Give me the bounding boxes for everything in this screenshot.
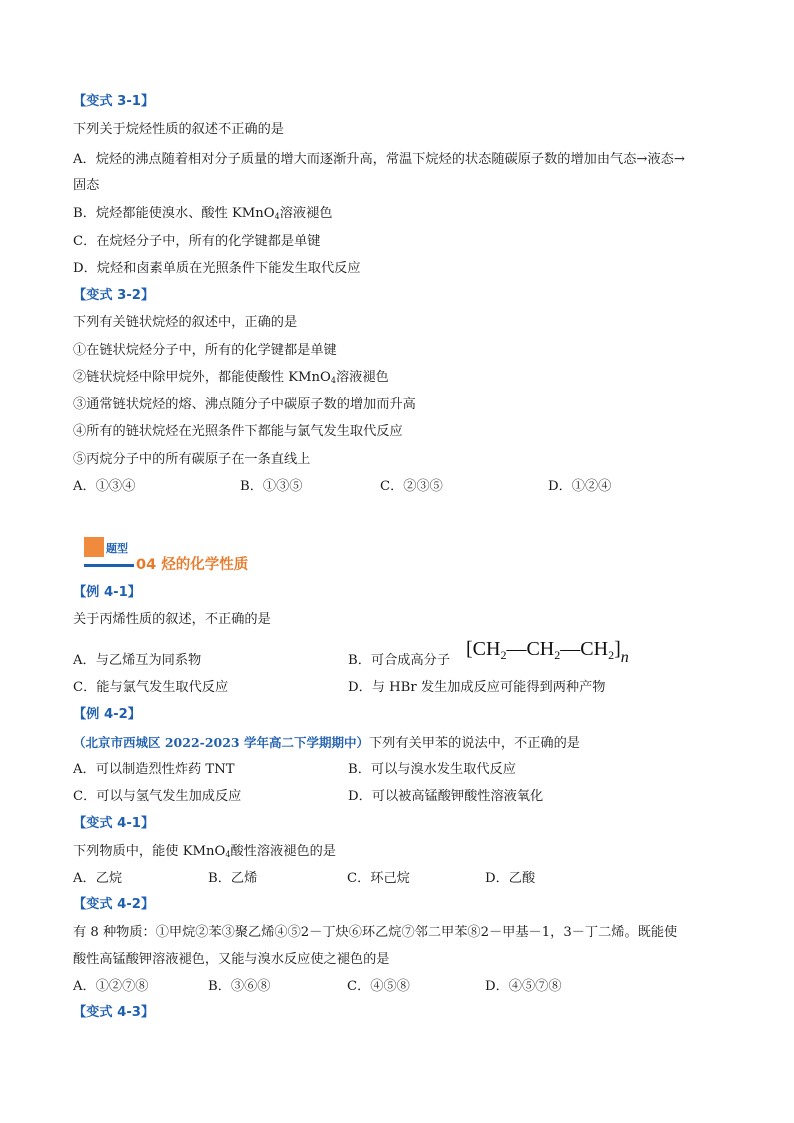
polymer-formula: $[CH_2—CH_2—CH_2]_n$ — [466, 638, 629, 666]
tag-variant-3-2: 【变式 3-2】 — [73, 288, 155, 303]
option-3-1-b: B．烷烃都能使溴水、酸性 KMnO$_4$溶液褪色 — [73, 206, 333, 221]
option-v4-2-d: D．④⑤⑦⑧ — [485, 979, 562, 994]
statement-5: ⑤丙烷分子中的所有碳原子在一条直线上 — [73, 452, 311, 467]
option-3-2-c: C．②③⑤ — [380, 479, 443, 494]
option-v4-2-b: B．③⑥⑧ — [208, 979, 271, 994]
option-v4-1-c: C．环己烷 — [347, 871, 410, 886]
option-v4-1-a: A．乙烷 — [73, 871, 123, 886]
banner-underline — [84, 564, 134, 567]
statement-1: ①在链状烷烃分子中，所有的化学键都是单键 — [73, 343, 337, 358]
question-source: （北京市西城区 2022-2023 学年高二下学期期中） — [73, 735, 369, 750]
option-4-1-d: D．与 HBr 发生加成反应可能得到两种产物 — [348, 680, 606, 695]
question-4-2: （北京市西城区 2022-2023 学年高二下学期期中）下列有关甲苯的说法中，不正确的是 — [73, 735, 580, 751]
option-3-1-c: C．在烷烃分子中，所有的化学键都是单键 — [73, 234, 321, 249]
tag-example-4-1: 【例 4-1】 — [73, 585, 141, 600]
option-v4-2-c: C．④⑤⑧ — [347, 979, 410, 994]
option-4-2-c: C．可以与氢气发生加成反应 — [73, 789, 242, 804]
tag-variant-3-1: 【变式 3-1】 — [73, 94, 155, 109]
option-4-1-b: B．可合成高分子 — [348, 653, 451, 668]
option-3-1-a-line1: A．烷烃的沸点随着相对分子质量的增大而逐渐升高，常温下烷烃的状态随碳原子数的增加由气态→液态→ — [73, 152, 685, 167]
option-3-1-d: D．烷烃和卤素单质在光照条件下能发生取代反应 — [73, 261, 361, 276]
option-v4-1-b: B．乙烯 — [208, 871, 258, 886]
question-v4-1: 下列物质中，能使 KMnO$_4$酸性溶液褪色的是 — [73, 844, 336, 859]
option-4-2-b: B．可以与溴水发生取代反应 — [348, 762, 516, 777]
option-4-2-a: A．可以制造烈性炸药 TNT — [73, 762, 235, 777]
statement-4: ④所有的链状烷烃在光照条件下都能与氯气发生取代反应 — [73, 424, 403, 439]
option-4-1-a: A．与乙烯互为同系物 — [73, 653, 202, 668]
tag-variant-4-3: 【变式 4-3】 — [73, 1005, 155, 1020]
question-v4-2-line1: 有 8 种物质：①甲烷②苯③聚乙烯④⑤2－丁炔⑥环乙烷⑦邻二甲苯⑧2－甲基－1，3－丁二烯。既能使 — [73, 925, 678, 940]
question-v4-2-line2: 酸性高锰酸钾溶液褪色，又能与溴水反应使之褪色的是 — [73, 952, 390, 967]
section-title: 04 烃的化学性质 — [136, 557, 249, 573]
option-v4-2-a: A．①②⑦⑧ — [73, 979, 149, 994]
tag-variant-4-2: 【变式 4-2】 — [73, 897, 155, 912]
statement-3: ③通常链状烷烃的熔、沸点随分子中碳原子数的增加而升高 — [73, 397, 416, 412]
banner-label: 题型 — [106, 542, 128, 555]
option-3-1-a-line2: 固态 — [73, 178, 100, 193]
option-3-2-b: B．①③⑤ — [240, 479, 303, 494]
question-3-1: 下列关于烷烃性质的叙述不正确的是 — [73, 122, 284, 137]
tag-variant-4-1: 【变式 4-1】 — [73, 816, 155, 831]
banner-square-icon — [84, 537, 104, 557]
option-3-2-a: A．①③④ — [73, 479, 136, 494]
question-4-1: 关于丙烯性质的叙述，不正确的是 — [73, 612, 271, 627]
question-3-2: 下列有关链状烷烃的叙述中，正确的是 — [73, 315, 298, 330]
option-v4-1-d: D．乙酸 — [485, 871, 536, 886]
section-banner — [84, 537, 294, 577]
tag-example-4-2: 【例 4-2】 — [73, 707, 141, 722]
option-4-1-c: C．能与氯气发生取代反应 — [73, 680, 229, 695]
statement-2: ②链状烷烃中除甲烷外，都能使酸性 KMnO$_4$溶液褪色 — [73, 370, 389, 385]
option-3-2-d: D．①②④ — [548, 479, 612, 494]
option-4-2-d: D．可以被高锰酸钾酸性溶液氧化 — [348, 789, 544, 804]
